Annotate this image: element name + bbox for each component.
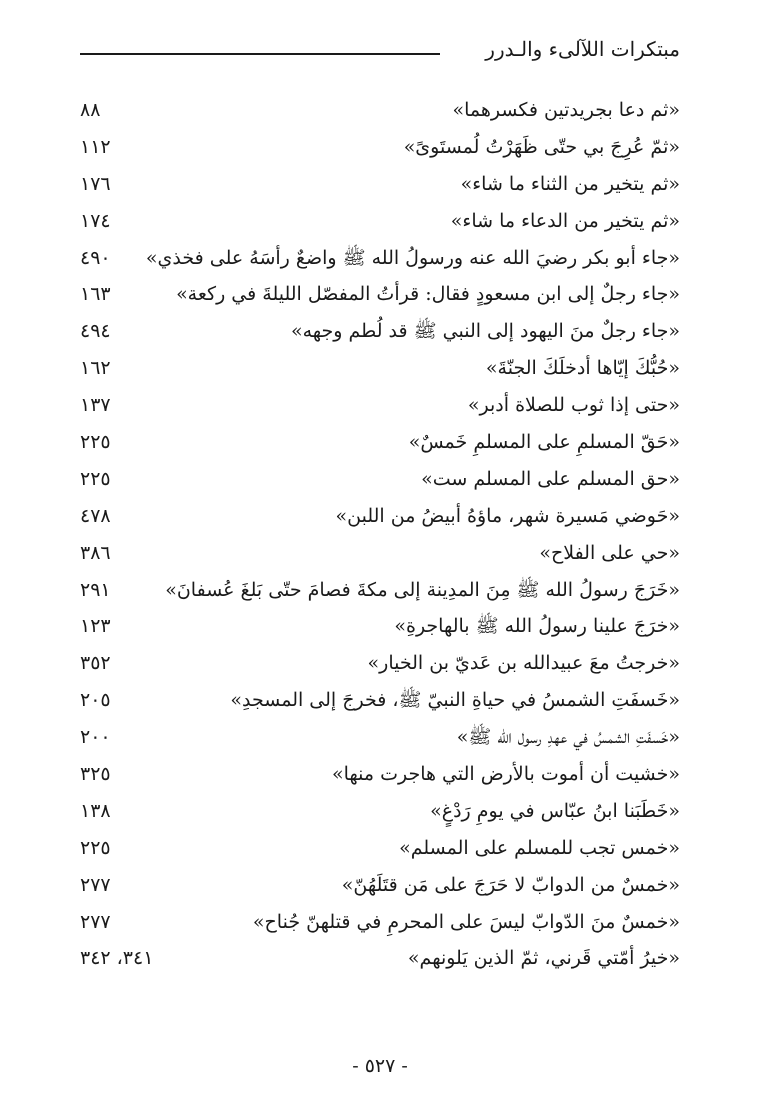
hadith-text: «خَسفَتِ الشمسُ في عهدِ رسول الله ﷺ»: [456, 726, 680, 749]
index-entry-row: [80, 645, 680, 682]
page-reference: ٣٨٦: [80, 541, 111, 564]
page-reference: ١٦٢: [80, 357, 111, 380]
index-entry-row: [80, 203, 680, 240]
index-entry-row: [80, 682, 680, 719]
page-reference: ١٣٨: [80, 799, 111, 822]
page-reference: ٣٢٥: [80, 763, 111, 786]
page-reference: ٣٤١، ٣٤٢: [80, 947, 154, 970]
page-reference: ١٧٦: [80, 172, 111, 195]
page-reference: ١٣٧: [80, 394, 111, 417]
hadith-text: «جاء أبو بكر رضيَ الله عنه ورسولُ الله ﷺ واضعٌ رأسَهُ على فخذي»: [145, 246, 680, 269]
page-reference: ١٦٣: [80, 283, 111, 306]
index-entry-row: [80, 756, 680, 793]
index-entry-row: [80, 535, 680, 572]
hadith-text: «خرَجَ علينا رسولُ الله ﷺ بالهاجرةِ»: [394, 615, 680, 638]
page-reference: ٤٧٨: [80, 504, 111, 527]
page-reference: ٨٨: [80, 99, 101, 121]
hadith-text: «خَسفَتِ الشمسُ في حياةِ النبيّ ﷺ، فخرجَ إلى المسجدِ»: [230, 689, 680, 712]
index-entry-row: [80, 313, 680, 350]
index-entry-row: [80, 498, 680, 535]
index-entry-row: [80, 830, 680, 867]
page-reference: ٢٠٠: [80, 726, 111, 749]
page-reference: ٣٥٢: [80, 652, 111, 675]
hadith-text: «خرجتُ معَ عبيدالله بن عَديّ بن الخيار»: [367, 652, 680, 675]
index-entry-row: [80, 572, 680, 609]
page-reference: ٢٢٥: [80, 467, 111, 490]
hadith-text: «جاء رجلٌ إلى ابن مسعودٍ فقال: قرأتُ المفصّل الليلةَ في ركعة»: [176, 283, 680, 306]
page-reference: ٢٢٥: [80, 431, 111, 454]
index-entry-row: [80, 166, 680, 203]
index-entry-row: [80, 350, 680, 387]
index-entry-row: [80, 904, 680, 941]
hadith-text: «خشيت أن أموت بالأرض التي هاجرت منها»: [331, 763, 680, 786]
index-entry-row: [80, 129, 680, 166]
hadith-text: «ثمّ عُرِجَ بي حتّى ظَهَرْتُ لُمستَوىً»: [403, 135, 680, 158]
hadith-text: «جاء رجلٌ منَ اليهود إلى النبي ﷺ قد لُطم وجهه»: [290, 320, 680, 343]
hadith-text: «حُبُّكَ إيّاها أدخلَكَ الجنّةَ»: [485, 357, 680, 380]
hadith-text: «خمسٌ منَ الدّوابّ ليسَ على المحرمِ في قتلهنّ جُناح»: [252, 910, 680, 933]
page-reference: ٤٩٠: [80, 246, 111, 269]
hadith-text: «حَوضي مَسيرة شهر، ماؤهُ أبيضُ من اللبن»: [335, 504, 680, 527]
hadith-text: «حق المسلم على المسلم ست»: [421, 467, 680, 490]
page-reference: ٢٧٧: [80, 873, 111, 896]
index-entry-row: [80, 424, 680, 461]
hadith-text: «حي على الفلاح»: [539, 541, 680, 564]
hadith-text: «خمس تجب للمسلم على المسلم»: [399, 836, 680, 859]
hadith-text: «ثم دعا بجريدتين فكسرهما»: [452, 99, 680, 121]
hadith-text: «ثم يتخير من الدعاء ما شاء»: [450, 209, 680, 232]
index-entry-list: [80, 92, 680, 977]
hadith-text: «خَطَبَنا ابنُ عبّاس في يومِ رَدْغٍ»: [430, 799, 680, 822]
page-reference: ٢٩١: [80, 578, 111, 601]
running-header-title: مبتكرات اللآلىء والـدرر: [485, 37, 680, 61]
hadith-text: «حتى إذا ثوب للصلاة أدبر»: [467, 394, 680, 417]
page-reference: ٢٠٥: [80, 689, 111, 712]
header-rule: [80, 53, 440, 55]
index-entry-row: [80, 867, 680, 904]
index-entry-row: [80, 461, 680, 498]
page-reference: ١٧٤: [80, 209, 111, 232]
hadith-text: «ثم يتخير من الثناء ما شاء»: [460, 172, 680, 195]
index-entry-row: [80, 940, 680, 977]
index-entry-row: [80, 276, 680, 313]
index-entry-row: [80, 608, 680, 645]
index-entry-row: [80, 387, 680, 424]
hadith-text: «خمسٌ من الدوابّ لا حَرَجَ على مَن قتَلَهُنّ»: [341, 873, 680, 896]
page-reference: ٢٢٥: [80, 836, 111, 859]
index-entry-row: [80, 240, 680, 277]
page-reference: ١١٢: [80, 135, 111, 158]
hadith-text: «خيرُ أمّتي قَرني، ثمّ الذين يَلونهم»: [407, 947, 680, 970]
hadith-text: «خَرَجَ رسولُ الله ﷺ مِنَ المدِينة إلى مكةَ فصامَ حتّى بَلغَ عُسفانَ»: [165, 578, 680, 601]
page-reference: ٤٩٤: [80, 320, 111, 343]
index-entry-row: [80, 719, 680, 756]
hadith-text: «حَقّ المسلمِ على المسلمِ خَمسٌ»: [408, 431, 680, 454]
index-entry-row: [80, 793, 680, 830]
page-reference: ١٢٣: [80, 615, 111, 638]
page-reference: ٢٧٧: [80, 910, 111, 933]
page-number: - ٥٢٧ -: [352, 1055, 408, 1077]
index-entry-row: [80, 92, 680, 129]
